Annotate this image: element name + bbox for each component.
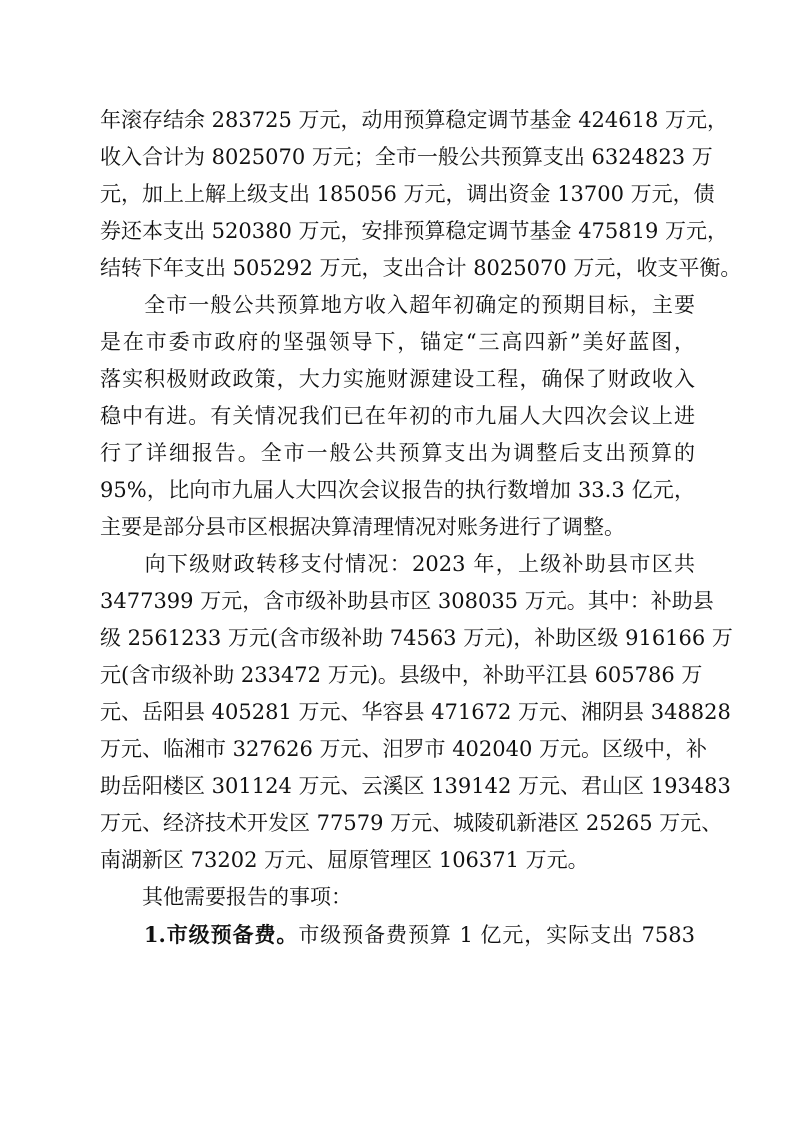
text-line: 主要是部分县市区根据决算清理情况对账务进行了调整。: [100, 515, 625, 539]
text-line: 万元、经济技术开发区 77579 万元、城陵矶新港区 25265 万元、: [100, 811, 723, 835]
text-line: 全市一般公共预算地方收入超年初确定的预期目标，主要: [100, 293, 695, 317]
text-line: 稳中有进。有关情况我们已在年初的市九届人大四次会议上进: [100, 404, 695, 428]
text-line: 收入合计为 8025070 万元；全市一般公共预算支出 6324823 万: [100, 145, 713, 169]
text-line: 95%，比向市九届人大四次会议报告的执行数增加 33.3 亿元，: [100, 478, 695, 502]
text-line: 元、岳阳县 405281 万元、华容县 471672 万元、湘阴县 348828: [100, 700, 731, 724]
text-line-final: [100, 916, 695, 953]
text-line: 3477399 万元，含市级补助县市区 308035 万元。其中：补助县: [100, 589, 714, 613]
text-line: 元，加上上解上级支出 185056 万元，调出资金 13700 万元，债: [100, 182, 715, 206]
report-body-text: [100, 102, 742, 953]
text-line: 是在市委市政府的坚强领导下，锚定“三高四新”美好蓝图，: [100, 330, 695, 354]
text-line: 南湖新区 73202 万元、屈原管理区 106371 万元。: [100, 848, 589, 872]
text-line: 券还本支出 520380 万元，安排预算稳定调节基金 475819 万元，: [100, 219, 729, 243]
text-line: 其他需要报告的事项：: [100, 885, 352, 909]
text-line: 万元、临湘市 327626 万元、汨罗市 402040 万元。区级中，补: [100, 737, 708, 761]
text-line: 年滚存结余 283725 万元，动用预算稳定调节基金 424618 万元，: [100, 108, 729, 132]
section-heading-reserve-fund: 1.市级预备费。: [143, 922, 299, 947]
text-line: 结转下年支出 505292 万元，支出合计 8025070 万元，收支平衡。: [100, 256, 742, 280]
indent: [100, 923, 144, 947]
text-line: 落实积极财政政策，大力实施财源建设工程，确保了财政收入: [100, 367, 695, 391]
text-line: 行了详细报告。全市一般公共预算支出为调整后支出预算的: [100, 441, 695, 465]
text-line: 级 2561233 万元(含市级补助 74563 万元)，补助区级 916166 万: [100, 626, 733, 650]
text-line: 元(含市级补助 233472 万元)。县级中，补助平江县 605786 万: [100, 663, 703, 687]
text-line: 助岳阳楼区 301124 万元、云溪区 139142 万元、君山区 193483: [100, 774, 731, 798]
section-body-text: 市级预备费预算 1 亿元，实际支出 7583: [298, 923, 695, 947]
text-line: 向下级财政转移支付情况：2023 年，上级补助县市区共: [100, 552, 695, 576]
